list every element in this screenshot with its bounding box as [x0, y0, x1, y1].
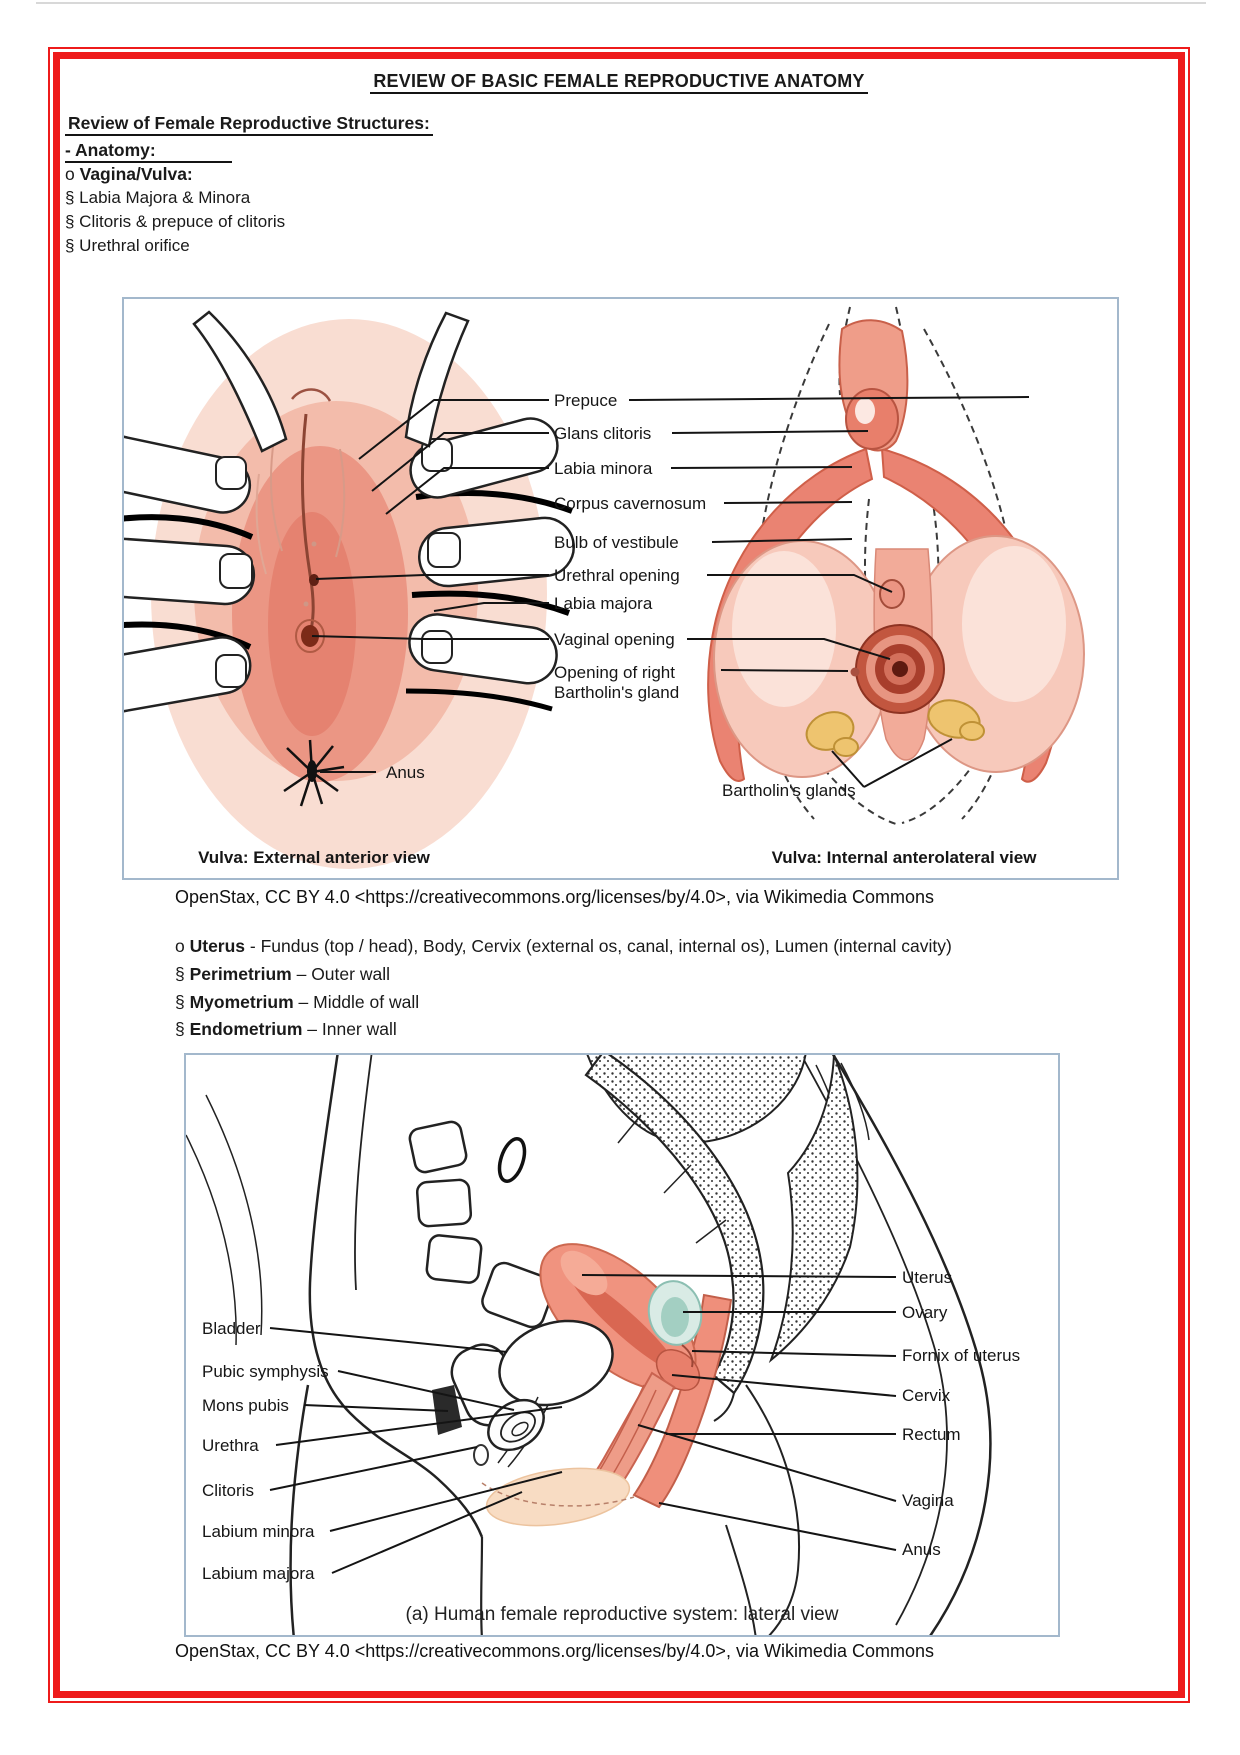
external-view-illustration — [124, 312, 577, 869]
label-bladder: Bladder — [202, 1319, 261, 1338]
vulva-bullet-marker: o — [65, 164, 80, 184]
figure2-caption: (a) Human female reproductive system: lateral view — [405, 1604, 839, 1625]
internal-vaginal-opening — [856, 625, 944, 713]
internal-urethral-opening — [880, 580, 904, 608]
label-labia-majora: Labia majora — [554, 594, 653, 613]
uterus-bullet-marker: o — [175, 936, 190, 956]
label-bartholins-glands: Bartholin's glands — [722, 781, 856, 800]
label-uterus: Uterus — [902, 1268, 953, 1287]
label-fornix-of-uterus: Fornix of uterus — [902, 1346, 1021, 1365]
label-bulb-of-vestibule: Bulb of vestibule — [554, 533, 679, 552]
label-rectum: Rectum — [902, 1425, 961, 1444]
bullet-labia-majora-minora: § Labia Majora & Minora — [65, 188, 251, 207]
bullet-perimetrium: § Perimetrium – Outer wall — [175, 964, 390, 984]
figure-vulva-views — [122, 297, 1119, 880]
external-urethral-opening — [309, 574, 319, 586]
label-labium-majora: Labium majora — [202, 1564, 315, 1583]
label-clitoris: Clitoris — [202, 1481, 254, 1500]
bullet-urethral-orifice: § Urethral orifice — [65, 236, 190, 255]
label-urethra: Urethra — [202, 1436, 259, 1455]
label-anus-lateral: Anus — [902, 1540, 941, 1559]
page-title — [53, 70, 1185, 94]
figure2-attribution: OpenStax, CC BY 4.0 <https://creativecommons.org/licenses/by/4.0>, via Wikimedia Commons — [175, 1641, 934, 1661]
pelvis-lateral-illustration — [186, 1055, 990, 1635]
label-cervix: Cervix — [902, 1386, 951, 1405]
right-bartholin-opening — [851, 668, 860, 677]
label-corpus-cavernosum: Corpus cavernosum — [554, 494, 707, 513]
label-mons-pubis: Mons pubis — [202, 1396, 289, 1415]
anatomy-heading — [65, 139, 232, 163]
section-heading-text: Review of Female Reproductive Structures: — [65, 112, 433, 136]
label-anus: Anus — [386, 763, 425, 782]
bullet-clitoris-prepuce: § Clitoris & prepuce of clitoris — [65, 212, 286, 231]
figure-pelvis-lateral — [184, 1053, 1060, 1637]
label-urethral-opening: Urethral opening — [554, 566, 680, 585]
label-opening-of-right: Opening of right — [554, 663, 675, 682]
label-labium-minora: Labium minora — [202, 1522, 315, 1541]
figure2-canvas — [186, 1055, 1058, 1635]
label-labia-minora: Labia minora — [554, 459, 653, 478]
label-pubic-symphysis: Pubic symphysis — [202, 1362, 329, 1381]
anatomy-heading-text: - Anatomy: — [65, 139, 232, 163]
uterus-heading-line — [175, 936, 952, 957]
bullet-endometrium: § Endometrium – Inner wall — [175, 1019, 397, 1039]
figure1-caption-right: Vulva: Internal anterolateral view — [771, 848, 1037, 867]
label-glans-clitoris: Glans clitoris — [554, 424, 652, 443]
vagina-vulva-heading — [65, 164, 193, 185]
label-vagina: Vagina — [902, 1491, 954, 1510]
label-prepuce: Prepuce — [554, 391, 618, 410]
label-ovary: Ovary — [902, 1303, 948, 1322]
label-vaginal-opening: Vaginal opening — [554, 630, 675, 649]
page-top-edge — [36, 2, 1206, 4]
section-heading-structures — [65, 112, 433, 136]
figure1-caption-left: Vulva: External anterior view — [198, 848, 430, 867]
figure1-attribution: OpenStax, CC BY 4.0 <https://creativecommons.org/licenses/by/4.0>, via Wikimedia Commons — [175, 887, 934, 907]
figure1-canvas — [124, 299, 1117, 878]
uterus-heading-bold: Uterus — [189, 936, 246, 956]
bullet-myometrium: § Myometrium – Middle of wall — [175, 992, 420, 1012]
vulva-heading-text: Vagina/Vulva: — [79, 164, 193, 184]
page-title-text: REVIEW OF BASIC FEMALE REPRODUCTIVE ANATOMY — [370, 70, 867, 94]
label-bartholins-gland: Bartholin's gland — [554, 683, 680, 702]
internal-view-illustration — [708, 307, 1084, 825]
uterus-heading-rest: - Fundus (top / head), Body, Cervix (external os, canal, internal os), Lumen (internal cavity) — [245, 936, 952, 956]
